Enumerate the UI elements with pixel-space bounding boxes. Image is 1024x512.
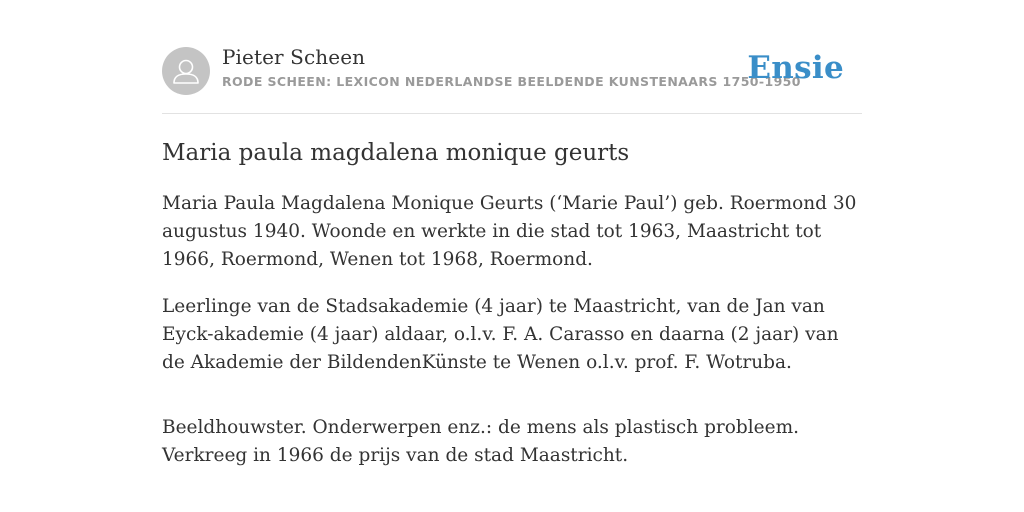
brand-logo[interactable]: Ensie [747, 50, 844, 86]
paragraph-work: Beeldhouwster. Onderwerpen enz.: de mens als plastisch probleem. Verkreeg in 1966 de prijs van de stad Maastricht. [162, 417, 799, 466]
author-name[interactable]: Pieter Scheen [222, 45, 366, 69]
source-title[interactable]: RODE SCHEEN: LEXICON NEDERLANDSE BEELDENDE KUNSTENAARS 1750-1950 [222, 74, 801, 89]
paragraph-education: Leerlinge van de Stadsakademie (4 jaar) te Maastricht, van de Jan van Eyck-akademie (4 jaar) aldaar, o.l.v. F. A. Carasso en daarna (2 jaar) van de Akademie der BildendenKünste te Wenen o.l.v. prof. F. Wotruba. [162, 296, 839, 373]
avatar[interactable] [162, 47, 210, 95]
article-card [162, 40, 862, 489]
article-body [162, 190, 862, 470]
paragraph-biography: Maria Paula Magdalena Monique Geurts (‘Marie Paul’) geb. Roermond 30 augustus 1940. Woonde en werkte in die stad tot 1963, Maastricht tot 1966, Roermond, Wenen tot 1968, Roermond. [162, 193, 857, 270]
user-avatar-icon [162, 47, 210, 95]
page-title: Maria paula magdalena monique geurts [162, 140, 630, 166]
article-header [162, 40, 862, 114]
